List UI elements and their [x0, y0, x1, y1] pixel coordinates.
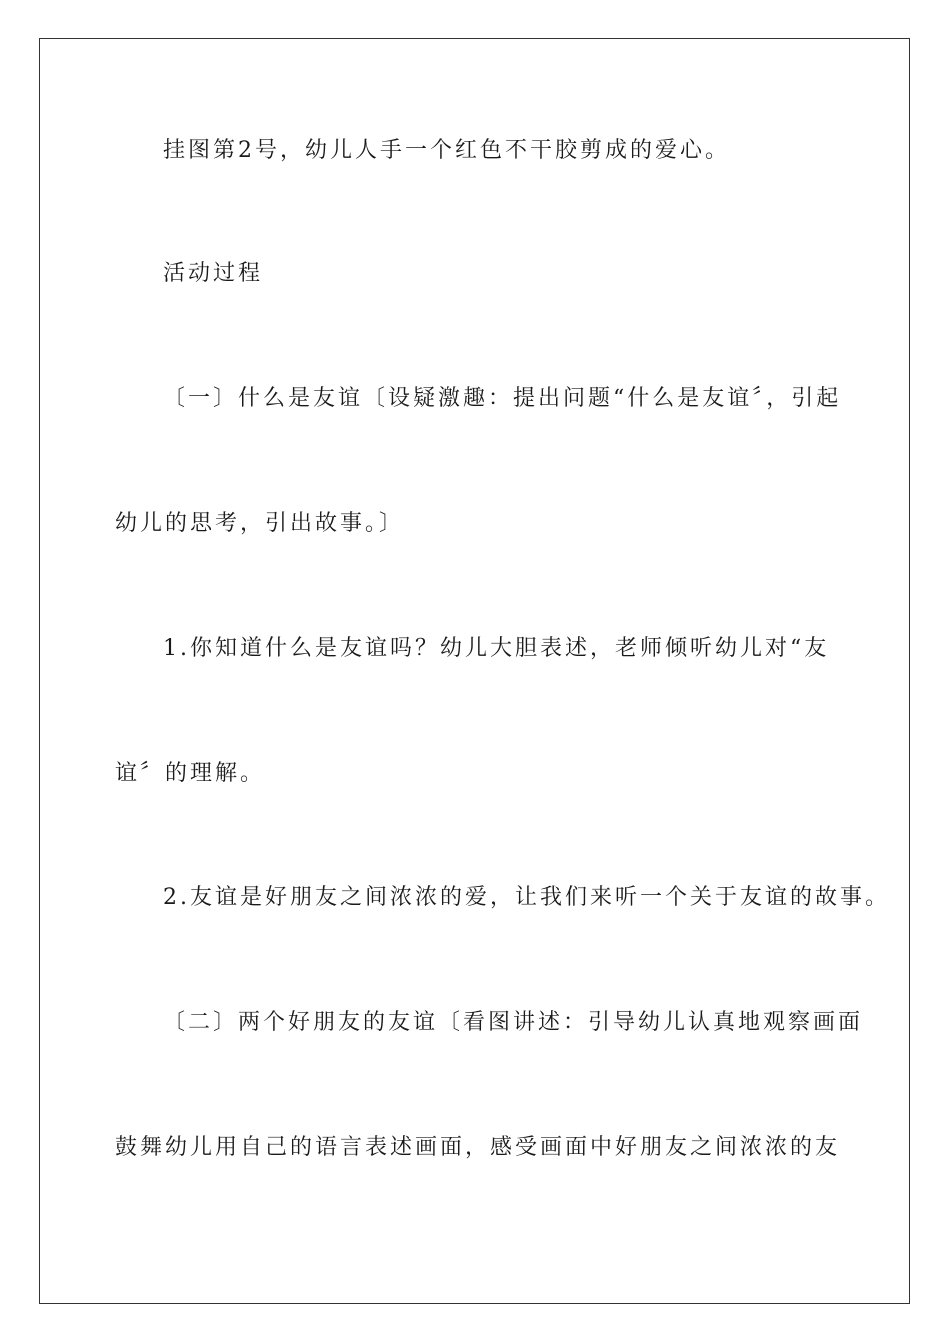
subheading-one-line-2: 幼儿的思考，引出故事。〕 [115, 511, 405, 536]
section-heading-activity-process: 活动过程 [163, 261, 264, 286]
page-border [39, 38, 910, 1304]
item-1-line-1: 1.你知道什么是友谊吗？幼儿大胆表述，老师倾听幼儿对“友 [163, 636, 830, 661]
subheading-two-line-1: 〔二〕两个好朋友的友谊〔看图讲述：引导幼儿认真地观察画面 [163, 1010, 864, 1035]
item-2-line: 2.友谊是好朋友之间浓浓的爱，让我们来听一个关于友谊的故事。 [163, 885, 890, 910]
subheading-two-line-2: 鼓舞幼儿用自己的语言表述画面，感受画面中好朋友之间浓浓的友 [115, 1135, 841, 1160]
item-1-line-2: 谊〞的理解。 [115, 761, 266, 786]
subheading-one-line-1: 〔一〕什么是友谊〔设疑激趣：提出问题“什么是友谊〞，引起 [163, 386, 842, 411]
materials-line: 挂图第2号，幼儿人手一个红色不干胶剪成的爱心。 [163, 138, 730, 163]
